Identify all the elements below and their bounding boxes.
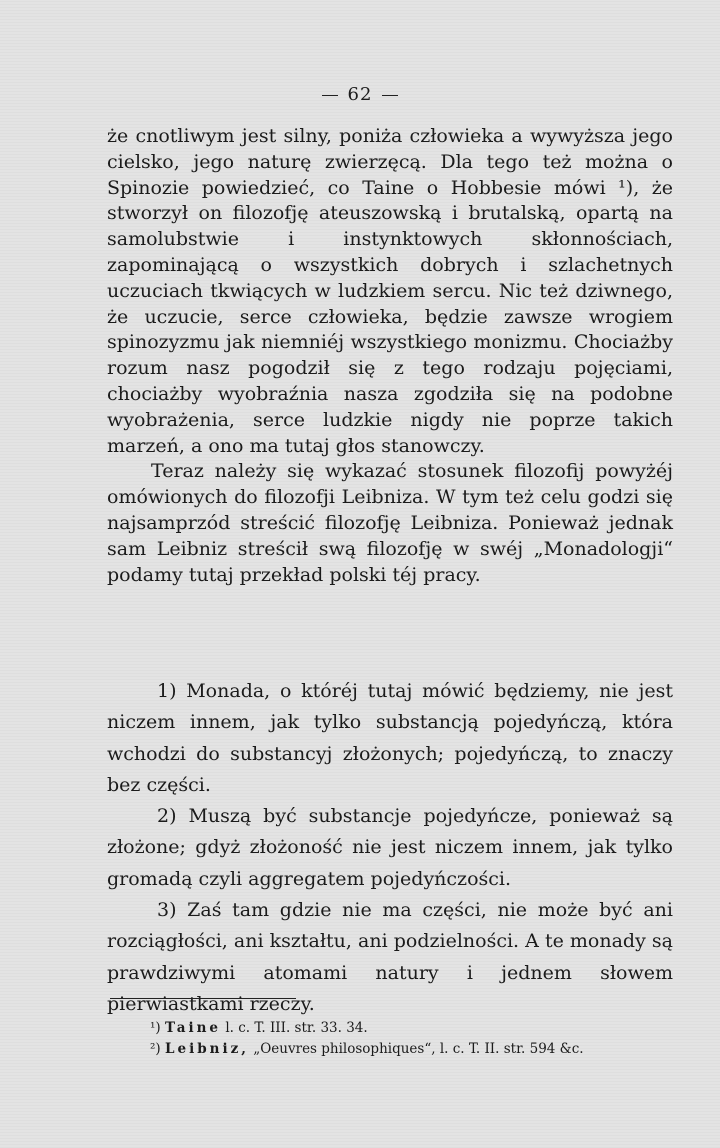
footnote-2-author: Leibniz, (164, 1041, 249, 1057)
monadology-item-1: 1) Monada, o któréj tutaj mówić będziemy, nie jest niczem innem, jak tylko substancją pojedyńczą, która wchodzi do substancyj złożonych; pojedyńczą, to znaczy bez części. (107, 680, 673, 796)
left-dash (322, 95, 338, 96)
footnote-separator (110, 998, 296, 999)
footnote-2 (150, 1039, 670, 1060)
page-number-text: 62 (347, 84, 373, 105)
monadology-translation (107, 676, 673, 1020)
page-number (0, 84, 720, 105)
monadology-item-3: 3) Zaś tam gdzie nie ma części, nie może być ani rozciągłości, ani kształtu, ani podzielności. A te monady są prawdziwymi atomami natury i jednem słowem pierwiastkami rzeczy. (107, 899, 673, 1015)
monadology-item-2: 2) Muszą być substancje pojedyńcze, ponieważ są złożone; gdyż złożoność nie jest niczem innem, jak tylko gromadą czyli aggregatem pojedyńczości. (107, 805, 673, 890)
footnote-1-mark: ¹) (150, 1020, 161, 1036)
right-dash (382, 95, 398, 96)
footnote-1-text: l. c. T. III. str. 33. 34. (221, 1020, 368, 1036)
footnote-2-mark: ²) (150, 1041, 161, 1057)
footnote-2-text: „Oeuvres philosophiques“, l. c. T. II. str. 594 &c. (248, 1041, 584, 1057)
main-text (107, 124, 673, 588)
footnote-1 (150, 1018, 670, 1039)
footnote-1-author: Taine (164, 1020, 222, 1036)
footnotes (150, 1018, 670, 1060)
paragraph-1: że cnotliwym jest silny, poniża człowieka a wywyższa jego cielsko, jego naturę zwierzęcą. Dla tego też można o Spinozie powiedzieć, co Taine o Hobbesie mówi ¹), że stworzył on filozofję ateuszowską i brutalską, opartą na samolubstwie i instynktowych skłonnościach, zapominającą o wszystkich dobrych i szlachetnych uczuciach tkwiących w ludzkiem sercu. Nic też dziwnego, że uczucie, serce człowieka, będzie zawsze wrogiem spinozyzmu jak niemniéj wszystkiego monizmu. Chociażby rozum nasz pogodził się z tego rodzaju pojęciami, chociażby wyobraźnia nasza zgodziła się na podobne wyobrażenia, serce ludzkie nigdy nie poprze takich marzeń, a ono ma tutaj głos stanowczy. (107, 125, 673, 457)
paragraph-2: Teraz należy się wykazać stosunek filozofij powyżéj omówionych do filozofji Leibniza. W tym też celu godzi się najsamprzód streścić filozofję Leibniza. Ponieważ jednak sam Leibniz streścił swą filozofję w swéj „Monadologji“ podamy tutaj przekład polski téj pracy. (107, 460, 673, 586)
